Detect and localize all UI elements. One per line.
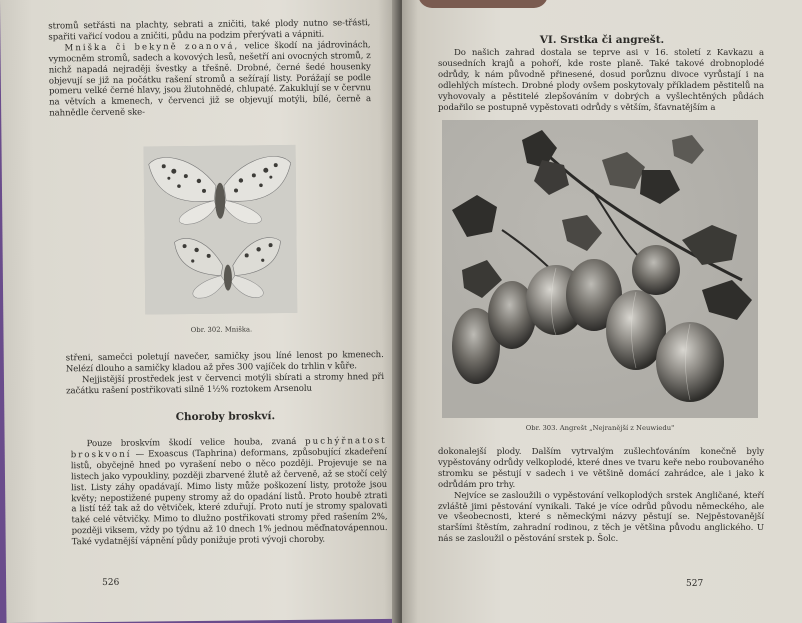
moth-figure-caption: Obr. 302. Mniška. bbox=[190, 325, 253, 335]
left-paragraph-2-lead: Mniška či bekyně zoanová, bbox=[64, 41, 240, 54]
left-text-bottom bbox=[71, 436, 388, 548]
right-page-number: 527 bbox=[686, 579, 704, 589]
right-page bbox=[402, 0, 802, 623]
right-text-bottom bbox=[438, 447, 764, 545]
left-paragraph-4: Nejjistější prostředek jest v červenci motýli sbírati a stromy hned při začátku rašení postřikovati silně 1½% roztokem Arsenolu bbox=[66, 371, 385, 397]
left-paragraph-5-term: puchýřnatost broskvoní bbox=[70, 435, 387, 461]
left-page-number: 526 bbox=[102, 577, 120, 588]
left-paragraph-1: stromů setřásti na plachty, sebrati a zničiti, také plody nutno se-třásti, spařiti vařicí vodou a zničiti, půdu na podzim přerývati a vápniti. bbox=[48, 18, 371, 43]
right-paragraph-1: Do našich zahrad dostala se teprve asi v 16. století z Kavkazu a sousedních krajů a pohoří, kde roste planě. Také takové drobnoplodé odrůdy, k nám původně přinesené, dosud porůznu divoce vyrůstají i na odlehlých místech. Drobné plody ovšem poskytovaly příkladem pěstitelů na vyhovovaly a pěstitelé zlepšováním v dobrých a vyšlechtěných půdách podařilo se postupně vypěstovati odrůdy s větším, šťavnatějším a bbox=[438, 48, 764, 113]
left-paragraph-2 bbox=[48, 40, 371, 120]
right-paragraph-2: dokonalejší plody. Dalším vytrvalým zušlechťováním konečně byly vypěstovány odrůdy velkoplodé, které dnes ve tvaru keře nebo roubovaného stromku se pěstují v sadech i ve většině domácí zahrádce, ale i jako k odrůdám pro trhy. bbox=[438, 447, 764, 490]
left-text-top bbox=[48, 18, 371, 120]
moth-illustration bbox=[144, 145, 298, 315]
gooseberry-figure-caption: Obr. 303. Angrešt „Nejranější z Neuwiedu" bbox=[525, 424, 675, 432]
thumb-shadow bbox=[418, 0, 548, 8]
right-paragraph-3: Nejvíce se zasloužili o vypěstování velkoplodých srstek Angličané, kteří zvláště jimi pěstování vynikali. Také je více odrůd původu německého, ale ve všeobecnosti, které s německými názvy pěstují se. Nejpěstovanější staršími štěstím, zahradní rodinou, z těch je většina původu anglického. U nás se zasloužil o pěstování srstek p. Šolc. bbox=[438, 490, 764, 545]
left-paragraph-3: střeni, samečci poletují navečer, samičky jsou líné lenost po kmenech. Nelézí dlouho a samičky kladou až přes 300 vajíček do trhlin v kůře. bbox=[65, 350, 384, 375]
moth-figure bbox=[144, 145, 298, 315]
left-paragraph-5 bbox=[71, 436, 388, 548]
left-section-heading: Choroby broskví. bbox=[175, 410, 276, 424]
left-text-middle bbox=[66, 350, 384, 397]
right-section-heading: VI. Srstka či angrešt. bbox=[539, 34, 665, 46]
gooseberry-photo bbox=[442, 120, 758, 418]
left-paragraph-5-lead: Pouze broskvím škodí velice houba, zvaná bbox=[86, 436, 297, 450]
left-paragraph-5-body: — Exoascus (Taphrina) deformans, způsobující zkadeření listů, obyčejně hned po vyrašení nebo o něco později. Projevuje se na listech jako vypoukliny, později zbarvené žlutě až červeně, až se stočí celý list. Listy záhy opadávají. Mimo listy může poškození listy, protože jsou květy; nepostižené pupeny stromy až do opadání listů. Proto houbě ztrati a listí též tak až do větviček, které zduřují. Proto nutí je stromy spalovati také celé větvičky. Mimo to dlužno postřikovati stromy před rašením 2%, později viksem, vždy po týdnu až 10 dnech 1% jednou měďnatovápennou. Také vydatnější vápnění půdy ponižuje proti vývoji choroby. bbox=[70, 446, 388, 548]
gooseberry-figure bbox=[442, 120, 758, 418]
left-paragraph-2-body: velice škodí na jádrovinách, vymocněm stromů, sadech a kovových lesů, nešetří ani ovocných stromů, z nichž napadá nejraději švestky a třešně. Drobné, černé šedé housenky objevují se již na počátku rašení stromů a sežírají listy. Porážají se podle pomeru velké černé hlavy, jsou žlutohnědé, chlupaté. Zakuklují se v červnu na větvích a kmenech, v červenci již se objevují motýli, bílé, černě a nahnědle červeně ske- bbox=[48, 39, 372, 119]
right-text-top bbox=[438, 48, 764, 113]
